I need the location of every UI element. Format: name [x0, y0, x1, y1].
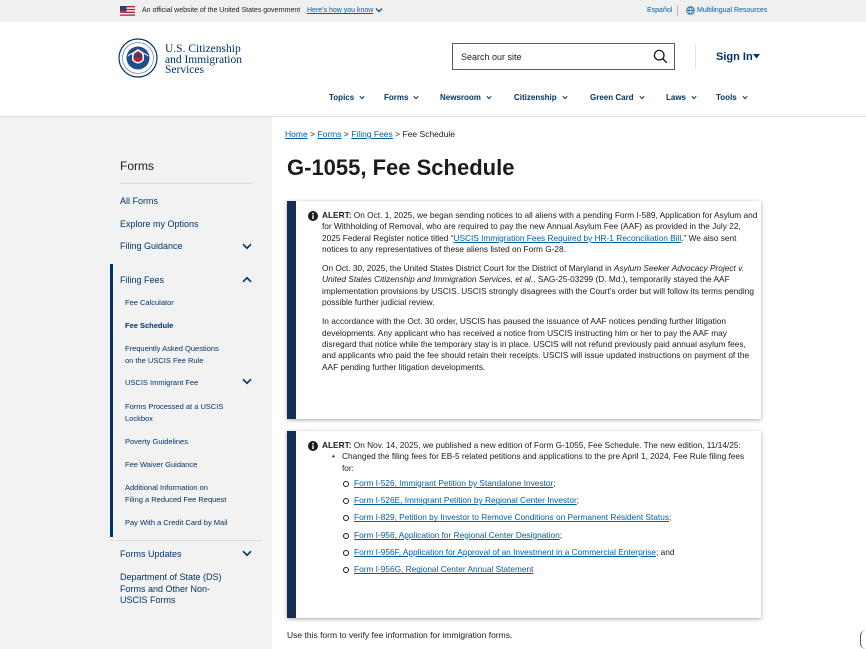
sidebar-item-dos-forms[interactable] [120, 572, 222, 607]
nav-newsroom-label: Newsroom [440, 93, 481, 102]
list-item-tail: ; [668, 512, 672, 523]
alert-asylum-fee [287, 201, 761, 419]
form-i-956f-link[interactable]: Form I-956F, Application for Approval of an Investment in a Commercial Enterprise [354, 547, 657, 558]
chevron-down-icon[interactable] [242, 243, 252, 250]
form-i-526e-link[interactable]: Form I-526E, Immigrant Petition by Regional Center Investor [354, 495, 577, 506]
intro-text: Use this form to verify fee information for immigration forms. [287, 630, 513, 640]
list-item-tail: ; [559, 529, 563, 540]
sidebar-item-fee-rule-faq[interactable] [125, 343, 245, 366]
list-item [342, 564, 758, 575]
form-i-829-link[interactable]: Form I-829, Petition by Investor to Remove Conditions on Permanent Resident Status [354, 512, 669, 523]
nav-topics-label: Topics [329, 93, 355, 102]
sidebar-item-poverty-guidelines[interactable]: Poverty Guidelines [125, 437, 188, 446]
alert2-bullet: • Changed the filing fees for EB-5 related petitions and applications to the pre April 1, 2024, Fee Rule filing fees for: [332, 451, 758, 474]
breadcrumb-home[interactable]: Home [285, 129, 308, 139]
alert1-p2-tail: , SAG-25-03299 (D. Md.), temporarily stayed the AAF implementation provisions by USCIS. USCIS strongly disagrees with the Court’s order but will follow its terms pending possible further judicial review. [322, 274, 754, 308]
reduced-line-2: Filing a Reduced Fee Request [125, 494, 227, 504]
list-item-tail: ; [576, 495, 580, 506]
multilingual-resources-link[interactable]: Multilingual Resources [697, 7, 768, 14]
caret-down-icon[interactable] [752, 53, 761, 60]
nav-green-card[interactable] [590, 93, 645, 102]
sidebar-divider [110, 540, 262, 541]
alert-paragraph-1 [322, 210, 758, 255]
search-icon[interactable] [653, 49, 668, 64]
sidebar-item-filing-guidance[interactable]: Filing Guidance [120, 241, 183, 251]
agency-line-1: U.S. Citizenship [165, 43, 241, 55]
info-icon [308, 211, 318, 221]
nav-laws[interactable] [666, 93, 697, 102]
nav-green-card-label: Green Card [590, 93, 634, 102]
alert2-intro [322, 440, 758, 451]
breadcrumb-current: Fee Schedule [402, 129, 455, 139]
sidebar-item-lockbox[interactable] [125, 401, 245, 424]
heres-how-you-know-link[interactable]: Here's how you know [307, 7, 374, 14]
form-i-956-link[interactable]: Form I-956, Application for Regional Center Designation [354, 529, 560, 540]
nav-tools-label: Tools [716, 93, 737, 102]
gov-banner-text: An official website of the United States government [142, 7, 301, 14]
chevron-down-icon [562, 95, 568, 100]
chevron-down-icon [486, 95, 492, 100]
breadcrumb-sep: > [395, 129, 401, 139]
list-item [342, 478, 758, 489]
nav-newsroom[interactable] [440, 93, 492, 102]
chevron-up-icon[interactable] [242, 276, 252, 283]
alert-new-edition [287, 431, 761, 618]
alert-body [322, 440, 758, 582]
list-item [342, 512, 758, 523]
alert-body [322, 210, 758, 381]
sidebar-item-reduced-fee[interactable] [125, 482, 245, 505]
alert-label: ALERT: [322, 210, 352, 220]
chevron-down-icon [691, 95, 697, 100]
chevron-down-icon [413, 95, 419, 100]
sidebar-item-fee-waiver[interactable]: Fee Waiver Guidance [125, 460, 198, 469]
nav-topics[interactable] [329, 93, 365, 102]
chevron-down-icon[interactable] [375, 6, 383, 14]
dos-line-1: Department of State (DS) [120, 572, 222, 582]
form-i-526-link[interactable]: Form I-526, Immigrant Petition by Standalone Investor [354, 477, 554, 488]
alert1-p2-case-name: Asylum Seeker Advocacy Project v. United States Citizenship and Immigration Services, et al. [322, 263, 744, 285]
hr1-notice-link[interactable]: USCIS Immigration Fees Required by HR-1 Reconciliation Bill [453, 232, 682, 243]
agency-line-3: Services [165, 64, 204, 76]
sidebar-item-fee-calculator[interactable]: Fee Calculator [125, 298, 174, 307]
nav-citizenship-label: Citizenship [514, 93, 557, 102]
faq-line-2: on the USCIS Fee Rule [125, 355, 204, 365]
main-nav [0, 88, 866, 108]
alert-paragraph-3: In accordance with the Oct. 30 order, USCIS has paused the issuance of AAF notices pending further litigation developments. Any applicant who has received a notice from USCIS instructing him or her to pay the AAF may disregard that notice while the temporary stay is in place. USCIS will not refund previously paid annual asylum fees, and applicants who paid the fee should retain their receipts. USCIS will issue updated instructions on payment of the AAF pending further litigation developments. [322, 316, 750, 372]
sidebar-item-credit-card[interactable]: Pay With a Credit Card by Mail [125, 518, 228, 527]
breadcrumb [285, 129, 455, 139]
dos-line-3: USCIS Forms [120, 595, 176, 605]
chevron-down-icon [742, 95, 748, 100]
banner-divider [677, 5, 678, 16]
list-item [342, 547, 758, 558]
faq-line-1: Frequently Asked Questions [125, 344, 219, 353]
alert1-p1-text: On Oct. 1, 2025, we began sending notices to all aliens with a pending Form I-589, Application for Asylum and for Withholding of Removal, who are required to pay the new Annual Asylum Fee (AAF) as provided in the July 22, 2025 Federal Register notice titled “ [322, 210, 758, 243]
sidebar-item-fee-schedule[interactable]: Fee Schedule [125, 321, 174, 330]
page-title: G-1055, Fee Schedule [287, 155, 515, 180]
list-item-tail: ; and [656, 547, 675, 558]
breadcrumb-sep: > [343, 129, 349, 139]
search-input[interactable] [461, 50, 641, 64]
alert1-p2-text: On Oct. 30, 2025, the United States District Court for the District of Maryland in [322, 263, 614, 274]
lockbox-line-1: Forms Processed at a USCIS [125, 402, 224, 411]
search-box [452, 43, 675, 70]
chevron-down-icon [639, 95, 645, 100]
globe-icon [686, 6, 695, 15]
nav-forms-label: Forms [384, 93, 409, 102]
reduced-line-1: Additional Information on [125, 483, 208, 492]
chevron-down-icon[interactable] [242, 550, 252, 557]
agency-name[interactable] [165, 44, 242, 76]
scroll-edge-mark [860, 630, 866, 649]
chevron-down-icon[interactable] [242, 378, 252, 385]
nav-citizenship[interactable] [514, 93, 568, 102]
nav-tools[interactable] [716, 93, 748, 102]
list-item-tail: ; [553, 477, 556, 488]
breadcrumb-forms[interactable]: Forms [317, 129, 342, 139]
dhs-seal-logo[interactable] [118, 38, 158, 78]
eb5-form-list [342, 478, 758, 576]
sidebar-title-divider [120, 183, 252, 184]
header-divider [695, 45, 696, 69]
form-i-956g-link[interactable]: Form I-956G, Regional Center Annual Statement [354, 564, 534, 575]
us-flag-icon [120, 6, 135, 16]
nav-laws-label: Laws [666, 93, 687, 102]
espanol-link[interactable]: Español [647, 7, 673, 14]
sidebar-item-forms-updates[interactable]: Forms Updates [120, 549, 182, 559]
alert-paragraph-2 [322, 263, 758, 308]
sidebar-item-all-forms[interactable]: All Forms [120, 196, 158, 206]
chevron-down-icon [359, 95, 365, 100]
alert2-intro-text: On Nov. 14, 2025, we published a new edition of Form G-1055, Fee Schedule. The new edition, 11/14/25: [351, 440, 741, 450]
breadcrumb-sep: > [310, 129, 316, 139]
alert-label: ALERT: [322, 440, 352, 450]
alert1-p1-tail: .” We also sent notices to any representatives of these aliens listed on Form G-28. [322, 232, 737, 254]
breadcrumb-filing-fees[interactable]: Filing Fees [351, 129, 393, 139]
list-item [342, 495, 758, 506]
info-icon [308, 441, 318, 451]
lockbox-line-2: Lockbox [125, 413, 153, 423]
dos-line-2: Forms and Other Non- [120, 583, 211, 594]
nav-forms[interactable] [384, 93, 419, 102]
gov-banner [0, 0, 866, 22]
list-item [342, 530, 758, 541]
sidebar-item-immigrant-fee[interactable]: USCIS Immigrant Fee [125, 378, 199, 387]
sidebar-item-explore-options[interactable]: Explore my Options [120, 219, 199, 229]
sidebar-item-filing-fees[interactable]: Filing Fees [120, 275, 165, 285]
sidebar-title: Forms [120, 159, 154, 173]
sign-in-button[interactable]: Sign In [716, 51, 753, 63]
agency-line-2: and Immigration [165, 53, 242, 66]
